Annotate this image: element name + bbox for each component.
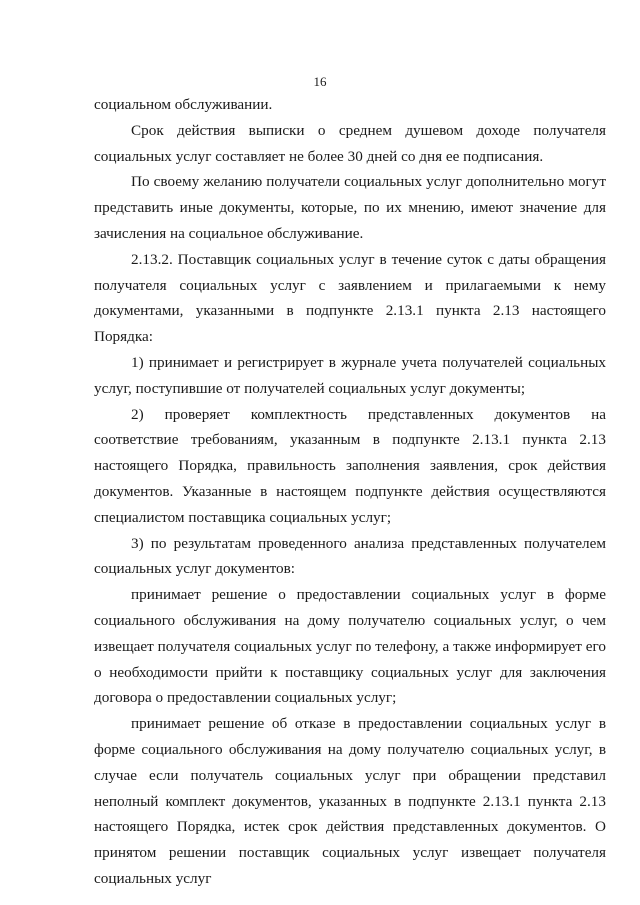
paragraph-continuation: социальном обслуживании.: [94, 96, 273, 113]
paragraph-item-1: 1) принимает и регистрирует в журнале учета получателей социальных услуг, поступившие от получателей социальных услуг документы;: [94, 353, 606, 397]
paragraph-decision-refuse: принимает решение об отказе в предоставлении социальных услуг в форме социального обслуживания на дому получателю социальных услуг, в случае если получатель социальных услуг при обращении представил неполный комплект документов, указанных в подпункте 2.13.1 пункта 2.13 настоящего Порядка, истек срок действия представленных документов. О принятом решении поставщик социальных услуг извещает получателя социальных услуг: [94, 715, 606, 887]
paragraph-item-3: 3) по результатам проведенного анализа представленных получателем социальных услуг документов:: [94, 534, 606, 578]
paragraph-item-2: 2) проверяет комплектность представленных документов на соответствие требованиям, указанным в подпункте 2.13.1 пункта 2.13 настоящего Порядка, правильность заполнения заявления, срок действия документов. Указанные в настоящем подпункте действия осуществляются специалистом поставщика социальных услуг;: [94, 405, 606, 526]
document-body: [94, 92, 606, 892]
paragraph-income-statement-validity: Срок действия выписки о среднем душевом доходе получателя социальных услуг составляет не более 30 дней со дня ее подписания.: [94, 121, 606, 165]
paragraph-2-13-2: 2.13.2. Поставщик социальных услуг в течение суток с даты обращения получателя социальных услуг с заявлением и прилагаемыми к нему документами, указанными в подпункте 2.13.1 пункта 2.13 настоящего Порядка:: [94, 250, 606, 346]
paragraph-decision-approve: принимает решение о предоставлении социальных услуг в форме социального обслуживания на дому получателю социальных услуг, о чем извещает получателя социальных услуг по телефону, а также информирует его о необходимости прийти к поставщику социальных услуг для заключения договора о предоставлении социальных услуг;: [94, 586, 606, 707]
paragraph-additional-documents: По своему желанию получатели социальных услуг дополнительно могут представить иные документы, которые, по их мнению, имеют значение для зачисления на социальное обслуживание.: [94, 173, 606, 242]
page-number: 16: [313, 74, 327, 89]
